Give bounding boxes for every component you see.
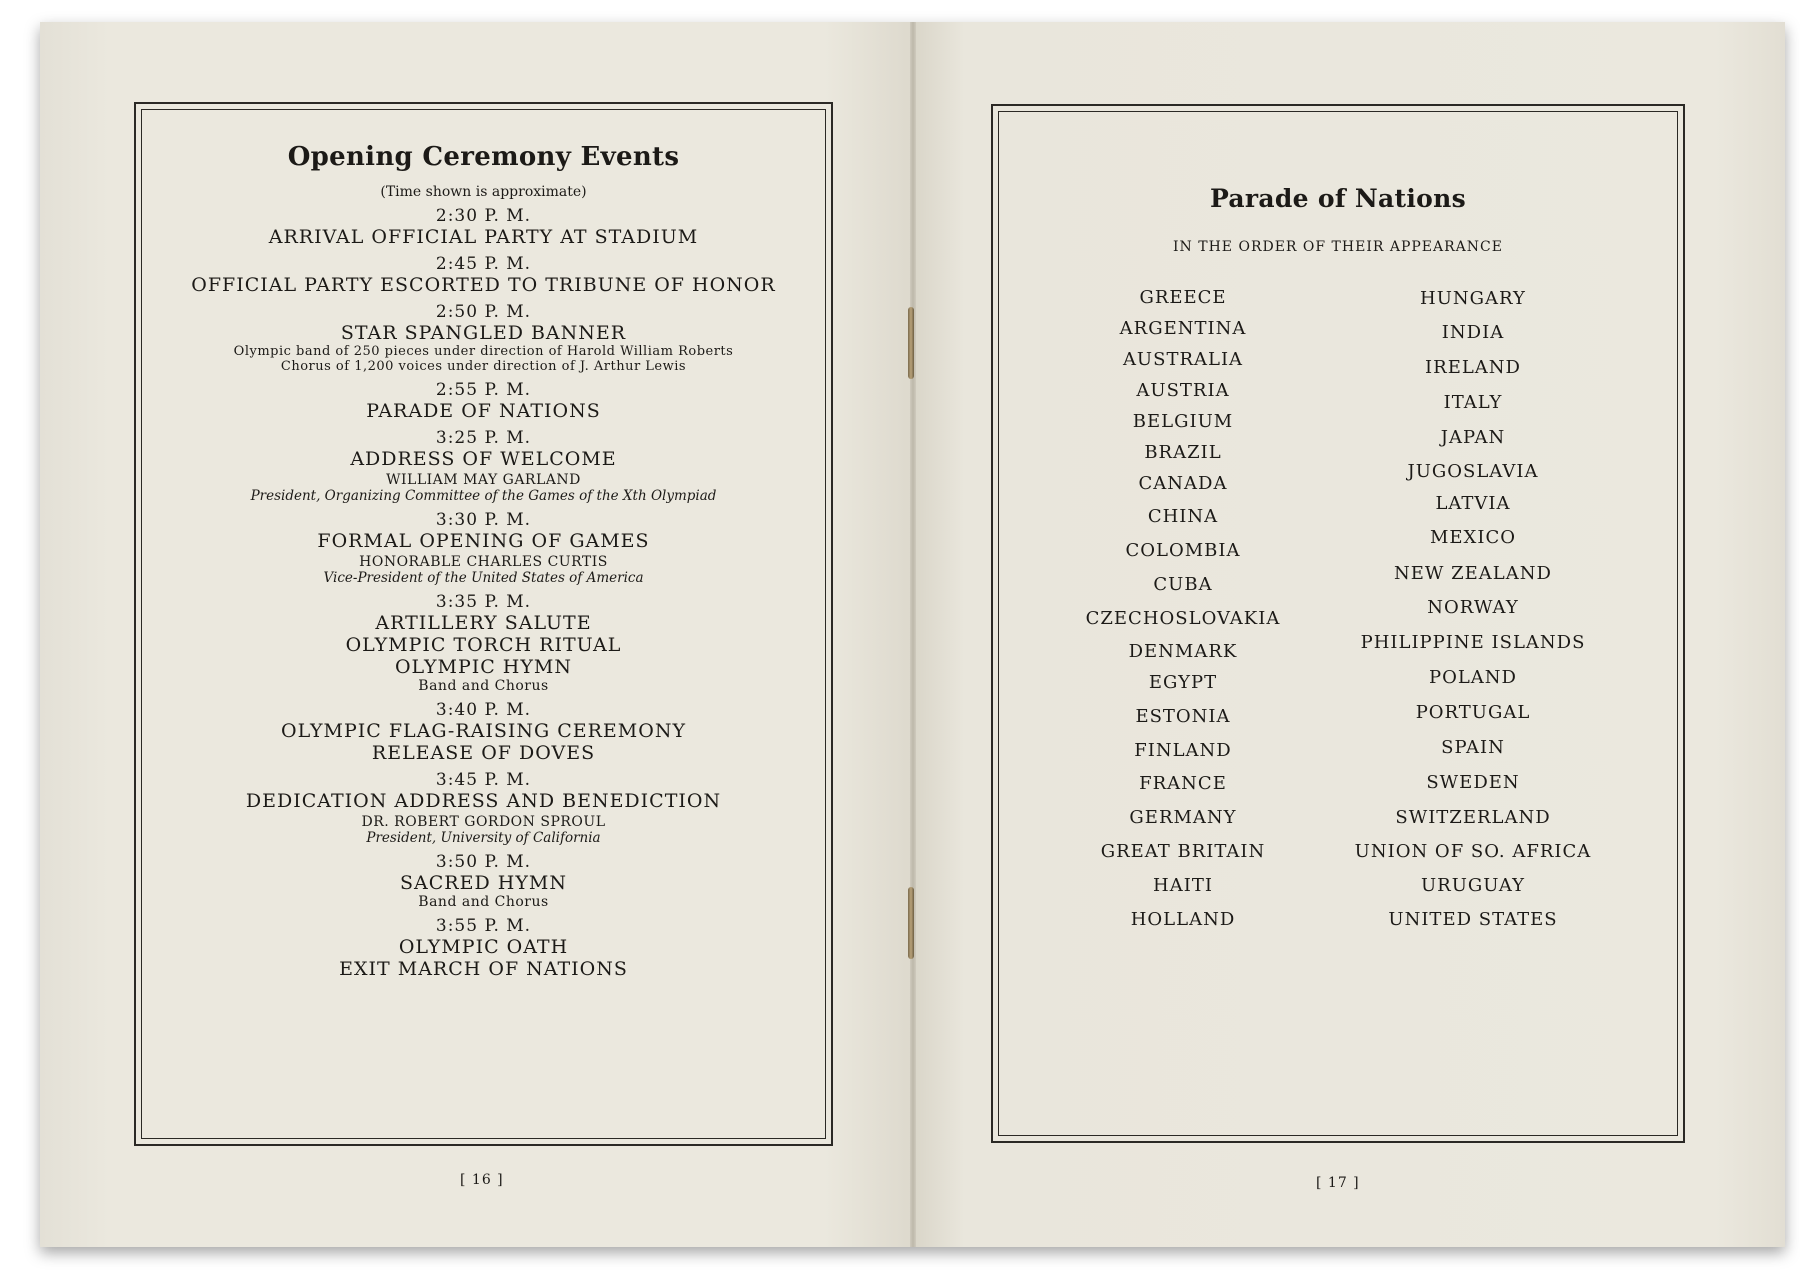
ceremony-events: [136, 142, 831, 980]
nation-name: CHINA: [1147, 506, 1219, 527]
nations-column-1: [1053, 106, 1313, 1006]
event-title: ARRIVAL OFFICIAL PARTY AT STADIUM: [268, 226, 699, 248]
staple: [908, 887, 914, 959]
booklet-spine: [910, 22, 916, 1247]
event-10: [136, 852, 831, 910]
event-1: [136, 206, 831, 248]
nation-name: PHILIPPINE ISLANDS: [1360, 632, 1586, 653]
event-11: [136, 916, 831, 980]
page-title: Parade of Nations: [1209, 184, 1467, 213]
nation-name: MEXICO: [1429, 527, 1517, 548]
event-8: [136, 700, 831, 764]
page-number: [ 17 ]: [1316, 1175, 1360, 1191]
event-detail: Olympic band of 250 pieces under direction of Harold William Roberts: [233, 344, 734, 359]
page-subtitle: (Time shown is approximate): [380, 184, 587, 200]
event-role: President, Organizing Committee of the Games of the Xth Olympiad: [250, 488, 717, 504]
nation-name: CUBA: [1153, 574, 1213, 595]
event-person: HONORABLE CHARLES CURTIS: [359, 554, 608, 570]
event-6: [136, 510, 831, 586]
page-subtitle: IN THE ORDER OF THEIR APPEARANCE: [1173, 239, 1503, 255]
nation-name: CANADA: [1138, 473, 1228, 494]
event-time: 2:50 P. M.: [435, 302, 532, 322]
nation-name: ARGENTINA: [1119, 318, 1247, 339]
event-5: [136, 428, 831, 504]
event-time: 3:45 P. M.: [435, 770, 532, 790]
nation-name: LATVIA: [1435, 493, 1511, 514]
open-booklet: [40, 22, 1785, 1247]
nation-name: NEW ZEALAND: [1394, 563, 1552, 584]
event-3: [136, 302, 831, 374]
event-role: President, University of California: [366, 830, 601, 846]
nation-name: DENMARK: [1128, 641, 1238, 662]
event-time: 3:35 P. M.: [435, 592, 532, 612]
nation-name: CZECHOSLOVAKIA: [1085, 608, 1281, 629]
nation-name: BRAZIL: [1144, 442, 1222, 463]
nation-name: POLAND: [1428, 667, 1517, 688]
nation-name: ITALY: [1443, 392, 1503, 413]
event-title: PARADE OF NATIONS: [366, 400, 601, 422]
event-7: [136, 592, 831, 694]
nation-name: SWEDEN: [1426, 772, 1520, 793]
page-border: [134, 102, 833, 1146]
nation-name: NORWAY: [1427, 597, 1519, 618]
nation-name: ESTONIA: [1135, 706, 1231, 727]
nation-name: IRELAND: [1425, 357, 1521, 378]
event-detail: Band and Chorus: [418, 894, 549, 910]
event-time: 3:30 P. M.: [435, 510, 532, 530]
nation-name: JUGOSLAVIA: [1407, 461, 1539, 482]
event-title: OLYMPIC HYMN: [394, 656, 573, 678]
nation-name: HOLLAND: [1130, 909, 1236, 930]
event-time: 3:25 P. M.: [435, 428, 532, 448]
nations-column-2: [1313, 106, 1633, 1006]
event-detail: Band and Chorus: [418, 678, 549, 694]
nation-name: JAPAN: [1440, 427, 1506, 448]
event-time: 3:55 P. M.: [435, 916, 532, 936]
nation-name: UNION OF SO. AFRICA: [1354, 841, 1592, 862]
nation-name: GERMANY: [1129, 807, 1237, 828]
event-title: STAR SPANGLED BANNER: [340, 322, 627, 344]
page-17: [912, 22, 1785, 1247]
nation-name: INDIA: [1441, 322, 1505, 343]
event-time: 3:40 P. M.: [435, 700, 532, 720]
page-number: [ 16 ]: [460, 1172, 504, 1188]
nation-name: HUNGARY: [1420, 288, 1526, 309]
nation-name: AUSTRIA: [1136, 380, 1230, 401]
nation-name: SPAIN: [1441, 737, 1505, 758]
event-4: [136, 380, 831, 422]
nation-name: SWITZERLAND: [1395, 807, 1551, 828]
event-title: EXIT MARCH OF NATIONS: [339, 958, 628, 980]
staple: [908, 307, 914, 379]
page-16: [40, 22, 912, 1247]
event-title: SACRED HYMN: [400, 872, 567, 894]
event-time: 3:50 P. M.: [435, 852, 532, 872]
nation-name: URUGUAY: [1420, 875, 1526, 896]
event-title: OLYMPIC OATH: [398, 936, 569, 958]
nation-name: PORTUGAL: [1415, 702, 1531, 723]
event-title: FORMAL OPENING OF GAMES: [317, 530, 650, 552]
event-title: ARTILLERY SALUTE: [375, 612, 592, 634]
nation-name: EGYPT: [1148, 672, 1218, 693]
event-time: 2:45 P. M.: [435, 254, 532, 274]
event-person: DR. ROBERT GORDON SPROUL: [361, 814, 606, 830]
event-detail: Chorus of 1,200 voices under direction of J. Arthur Lewis: [280, 359, 687, 374]
nation-name: COLOMBIA: [1125, 540, 1241, 561]
event-title: RELEASE OF DOVES: [371, 742, 596, 764]
event-title: DEDICATION ADDRESS AND BENEDICTION: [245, 790, 722, 812]
nation-name: FRANCE: [1139, 773, 1227, 794]
nation-name: GREAT BRITAIN: [1100, 841, 1266, 862]
event-person: WILLIAM MAY GARLAND: [386, 472, 581, 488]
nation-name: BELGIUM: [1132, 411, 1234, 432]
event-role: Vice-President of the United States of America: [323, 570, 644, 586]
event-title: OFFICIAL PARTY ESCORTED TO TRIBUNE OF HONOR: [191, 274, 776, 296]
page-border: [991, 104, 1685, 1143]
nation-name: FINLAND: [1134, 740, 1232, 761]
nation-name: GREECE: [1139, 287, 1227, 308]
event-time: 2:55 P. M.: [435, 380, 532, 400]
nation-name: AUSTRALIA: [1122, 349, 1244, 370]
nation-name: UNITED STATES: [1388, 909, 1558, 930]
event-2: [136, 254, 831, 296]
page-title: Opening Ceremony Events: [287, 142, 680, 172]
nation-name: HAITI: [1153, 875, 1213, 896]
event-title: ADDRESS OF WELCOME: [350, 448, 617, 470]
event-9: [136, 770, 831, 846]
event-title: OLYMPIC FLAG-RAISING CEREMONY: [281, 720, 686, 742]
event-title: OLYMPIC TORCH RITUAL: [345, 634, 622, 656]
event-time: 2:30 P. M.: [435, 206, 532, 226]
